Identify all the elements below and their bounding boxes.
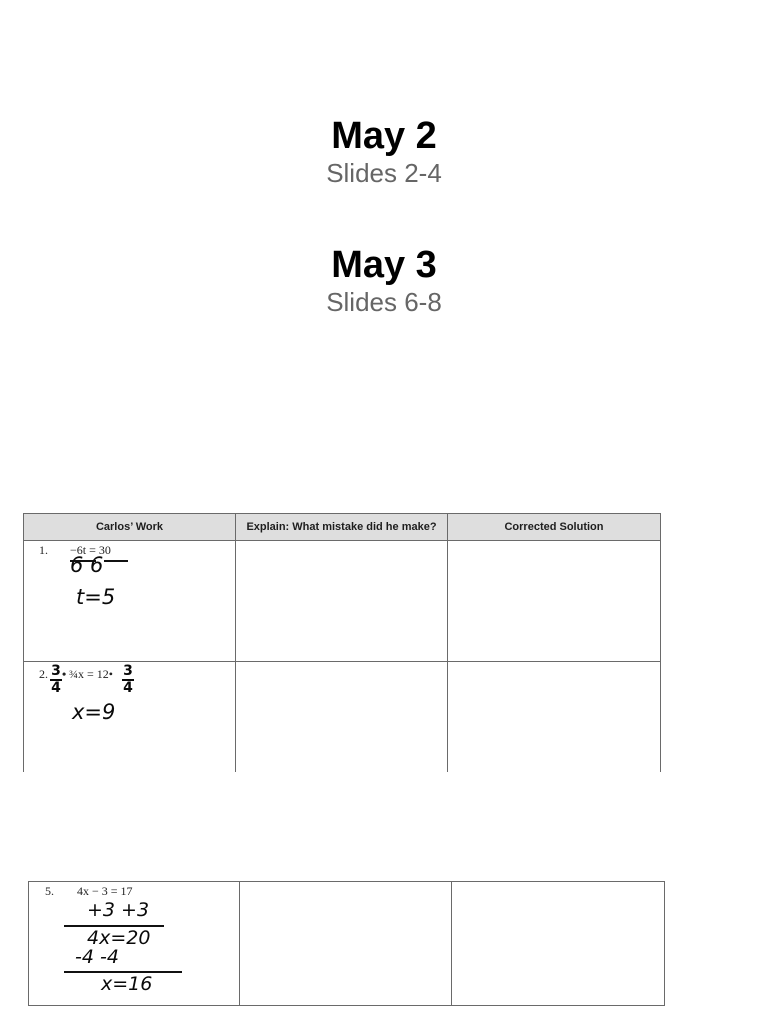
multiply-dot: •	[62, 667, 67, 681]
table-row	[24, 541, 661, 662]
fraction-bar	[104, 560, 128, 562]
problem-number: 1.	[39, 543, 48, 557]
problem-equation: ¾x = 12•	[69, 667, 113, 681]
column-header: Carlos’ Work	[24, 514, 236, 541]
handwritten-step: -4 -4	[75, 946, 119, 968]
problem-equation: 4x − 3 = 17	[77, 884, 133, 898]
day-subtitle: Slides 6-8	[326, 287, 442, 317]
handwritten-answer: x=9	[72, 700, 116, 724]
problem-equation: −6t = 30	[70, 543, 111, 557]
corrected-solution-cell[interactable]	[452, 882, 665, 1006]
carlos-work-cell	[24, 662, 236, 772]
fraction-numerator: 3	[123, 663, 133, 679]
day-heading-may-2	[0, 116, 768, 188]
problem-number: 5.	[45, 884, 54, 898]
handwritten-step: 4x=20	[87, 927, 151, 949]
explain-cell[interactable]	[236, 541, 448, 662]
explain-cell[interactable]	[236, 662, 448, 772]
corrected-solution-cell[interactable]	[448, 541, 661, 662]
handwritten-step: 6 6	[70, 553, 104, 577]
handwritten-answer: x=16	[101, 973, 153, 995]
day-subtitle: Slides 2-4	[326, 158, 442, 188]
corrected-solution-cell[interactable]	[448, 662, 661, 772]
carlos-work-cell	[24, 541, 236, 662]
table-row	[29, 882, 665, 1006]
handwritten-answer: t=5	[76, 585, 116, 609]
table-header-row	[24, 514, 661, 541]
handwritten-step: +3 +3	[87, 899, 150, 921]
handwritten-fraction	[50, 665, 62, 695]
fraction-denominator: 4	[123, 680, 133, 696]
column-header: Corrected Solution	[448, 514, 661, 541]
table-row	[24, 662, 661, 772]
explain-cell[interactable]	[240, 882, 452, 1006]
column-header: Explain: What mistake did he make?	[236, 514, 448, 541]
worksheet-table-problem-5	[28, 881, 665, 1006]
problem-number: 2.	[39, 667, 48, 681]
day-title: May 3	[331, 244, 437, 286]
day-heading-may-3	[0, 245, 768, 317]
carlos-work-cell	[29, 882, 240, 1006]
handwritten-fraction	[122, 665, 134, 695]
worksheet-table	[23, 513, 661, 772]
day-title: May 2	[331, 115, 437, 157]
fraction-numerator: 3	[51, 663, 61, 679]
fraction-denominator: 4	[51, 680, 61, 696]
